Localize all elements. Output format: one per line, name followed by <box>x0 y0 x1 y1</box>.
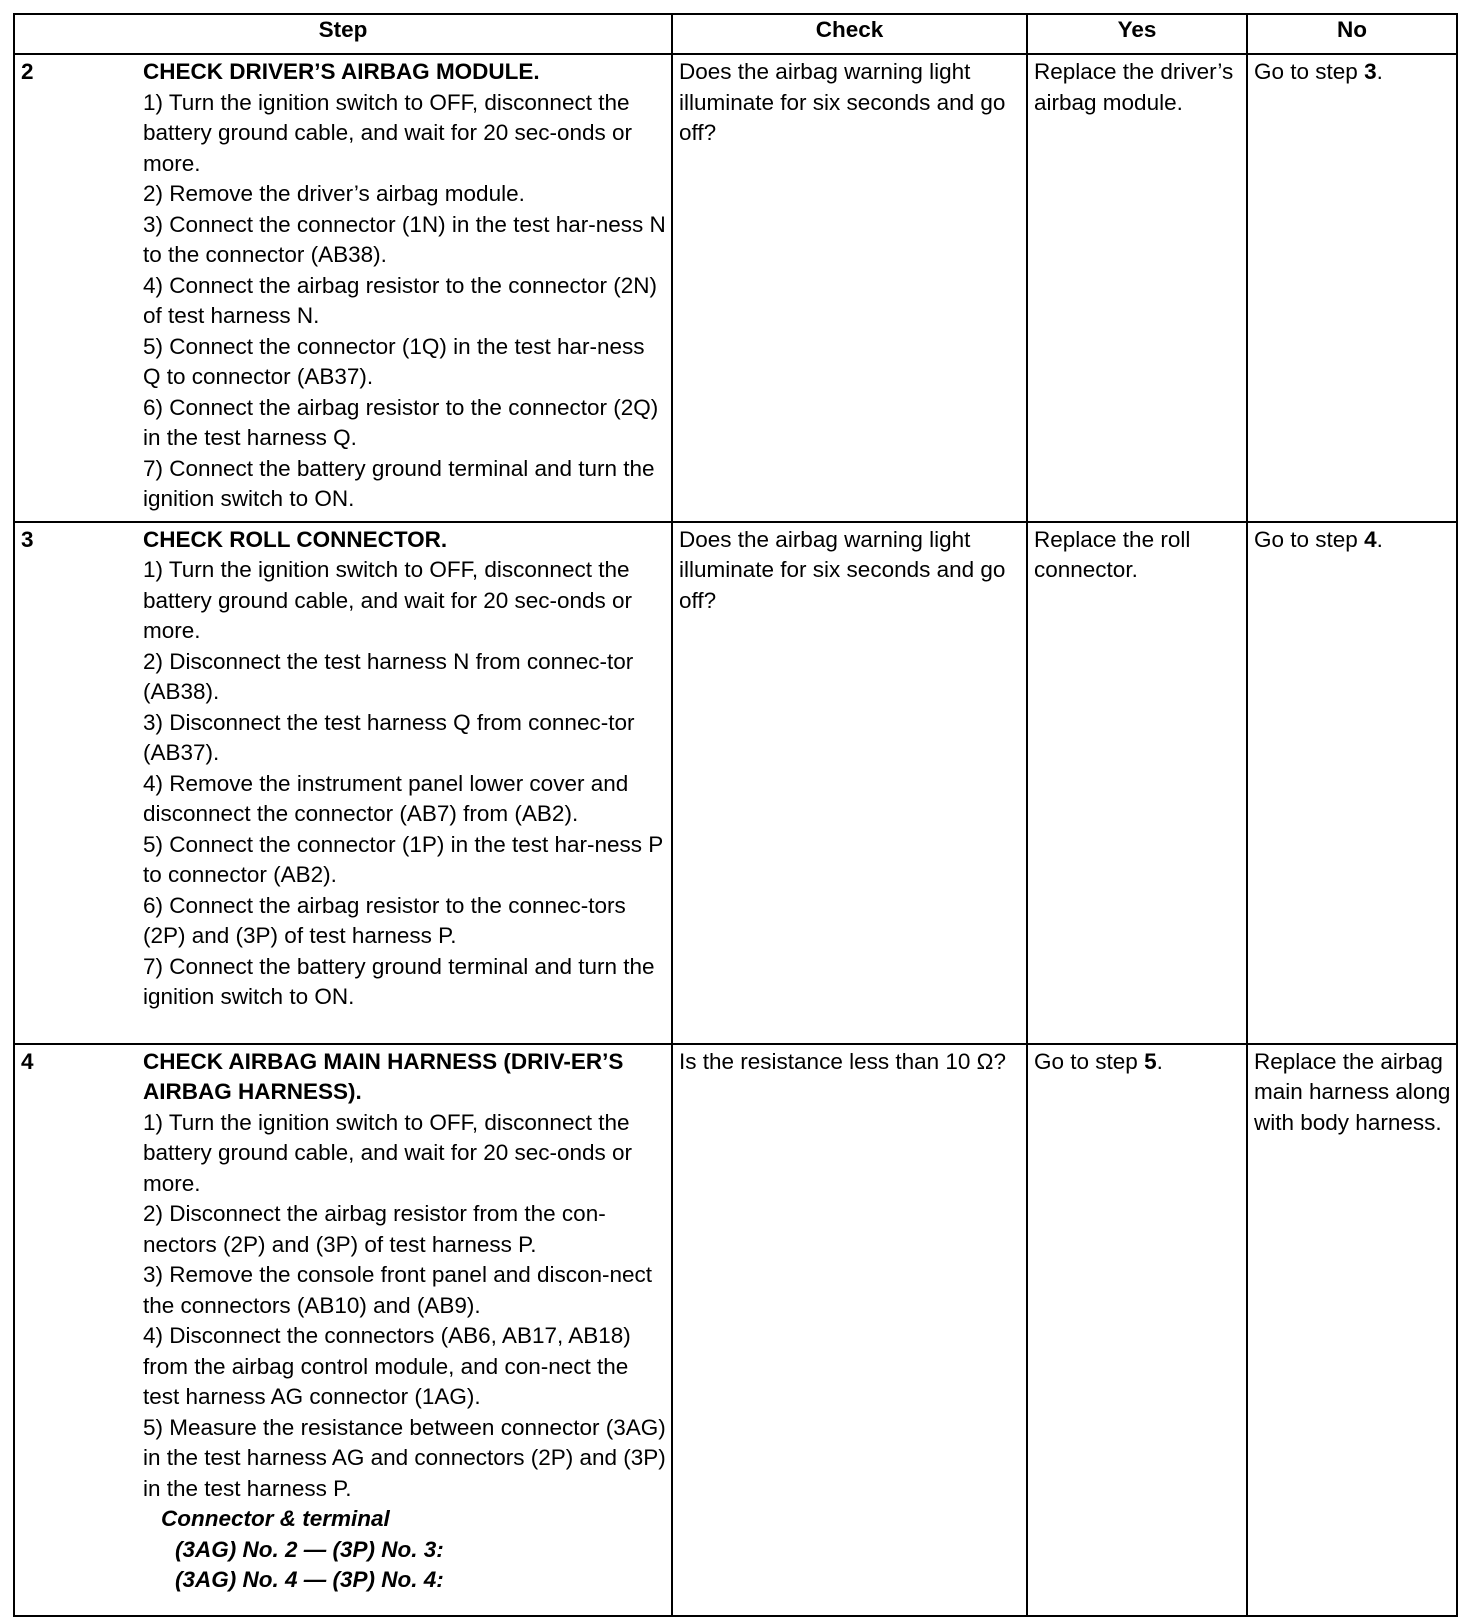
step-title: CHECK DRIVER’S AIRBAG MODULE. <box>143 59 540 84</box>
step-reference: 3 <box>1364 59 1377 84</box>
yes-text-tail: . <box>1156 1048 1163 1074</box>
spec-line: (3AG) No. 2 — (3P) No. 3: <box>175 1536 444 1562</box>
table-row-step-4 <box>14 1044 1457 1616</box>
yes-cell <box>1027 1044 1247 1616</box>
step-number: 4 <box>21 1048 34 1074</box>
procedure-item: 6) Connect the airbag resistor to the connector (2Q) in the test harness Q. <box>143 394 659 450</box>
column-header-step: Step <box>14 14 672 54</box>
step-title: CHECK AIRBAG MAIN HARNESS (DRIV-ER’S AIRBAG HARNESS). <box>143 1048 624 1104</box>
no-text-tail: . <box>1376 59 1383 84</box>
column-header-check: Check <box>672 14 1027 54</box>
yes-text: Replace the driver’s airbag module. <box>1034 59 1234 115</box>
table-row-step-3 <box>14 522 1457 1044</box>
procedure-item: 1) Turn the ignition switch to OFF, disconnect the battery ground cable, and wait for 20 sec-onds or more. <box>143 557 633 643</box>
step-reference: 5 <box>1144 1048 1157 1074</box>
step-body <box>143 57 666 515</box>
step-body <box>143 1047 666 1596</box>
step-number: 3 <box>21 526 34 552</box>
yes-text: Go to step <box>1034 1048 1145 1074</box>
procedure-item: 3) Disconnect the test harness Q from connec-tor (AB37). <box>143 709 635 765</box>
procedure-item: 5) Measure the resistance between connector (3AG) in the test harness AG and connectors (2P) and (3P) in the test harness P. <box>143 1414 666 1501</box>
step-reference: 4 <box>1364 526 1377 552</box>
column-header-no: No <box>1247 14 1457 54</box>
procedure-item: 4) Connect the airbag resistor to the connector (2N) of test harness N. <box>143 272 658 328</box>
no-cell <box>1247 1044 1457 1616</box>
procedure-item: 7) Connect the battery ground terminal and turn the ignition switch to ON. <box>143 953 655 1009</box>
step-title: CHECK ROLL CONNECTOR. <box>143 526 448 552</box>
step-body <box>143 525 666 1013</box>
procedure-item: 1) Turn the ignition switch to OFF, disconnect the battery ground cable, and wait for 20 sec-onds or more. <box>143 1109 633 1196</box>
spec-heading: Connector & terminal <box>161 1506 390 1531</box>
procedure-item: 4) Remove the instrument panel lower cover and disconnect the connector (AB7) from (AB2). <box>143 770 629 826</box>
procedure-item: 2) Disconnect the test harness N from connec-tor (AB38). <box>143 648 634 704</box>
yes-cell <box>1027 54 1247 522</box>
no-cell <box>1247 54 1457 522</box>
procedure-item: 5) Connect the connector (1P) in the test har-ness P to connector (AB2). <box>143 831 663 887</box>
yes-text: Replace the roll connector. <box>1034 526 1191 582</box>
check-cell: Does the airbag warning light illuminate for six seconds and go off? <box>672 54 1027 522</box>
no-cell <box>1247 522 1457 1044</box>
step-cell <box>14 54 672 522</box>
no-text: Go to step <box>1254 59 1365 84</box>
procedure-item: 3) Connect the connector (1N) in the test har-ness N to the connector (AB38). <box>143 211 666 267</box>
diagnostic-procedure-table <box>13 13 1458 1617</box>
spec-line: (3AG) No. 4 — (3P) No. 4: <box>175 1567 444 1592</box>
table-row-step-2 <box>14 54 1457 522</box>
procedure-item: 2) Disconnect the airbag resistor from the con-nectors (2P) and (3P) of test harness P. <box>143 1201 606 1257</box>
procedure-item: 1) Turn the ignition switch to OFF, disconnect the battery ground cable, and wait for 20 sec-onds or more. <box>143 89 633 176</box>
no-text: Replace the airbag main harness along with body harness. <box>1254 1048 1451 1135</box>
procedure-item: 7) Connect the battery ground terminal and turn the ignition switch to ON. <box>143 455 655 511</box>
step-cell <box>14 1044 672 1616</box>
no-text: Go to step <box>1254 526 1365 552</box>
procedure-item: 2) Remove the driver’s airbag module. <box>143 181 525 206</box>
procedure-item: 5) Connect the connector (1Q) in the test har-ness Q to connector (AB37). <box>143 333 645 389</box>
procedure-item: 6) Connect the airbag resistor to the connec-tors (2P) and (3P) of test harness P. <box>143 892 626 948</box>
no-text-tail: . <box>1376 526 1383 552</box>
yes-cell <box>1027 522 1247 1044</box>
column-header-yes: Yes <box>1027 14 1247 54</box>
table-header-row <box>14 14 1457 54</box>
check-cell: Is the resistance less than 10 Ω? <box>672 1044 1027 1616</box>
check-cell: Does the airbag warning light illuminate for six seconds and go off? <box>672 522 1027 1044</box>
procedure-item: 4) Disconnect the connectors (AB6, AB17, AB18) from the airbag control module, and con-nect the test harness AG connector (1AG). <box>143 1323 631 1409</box>
step-number: 2 <box>21 59 34 84</box>
step-cell <box>14 522 672 1044</box>
procedure-item: 3) Remove the console front panel and discon-nect the connectors (AB10) and (AB9). <box>143 1262 653 1318</box>
